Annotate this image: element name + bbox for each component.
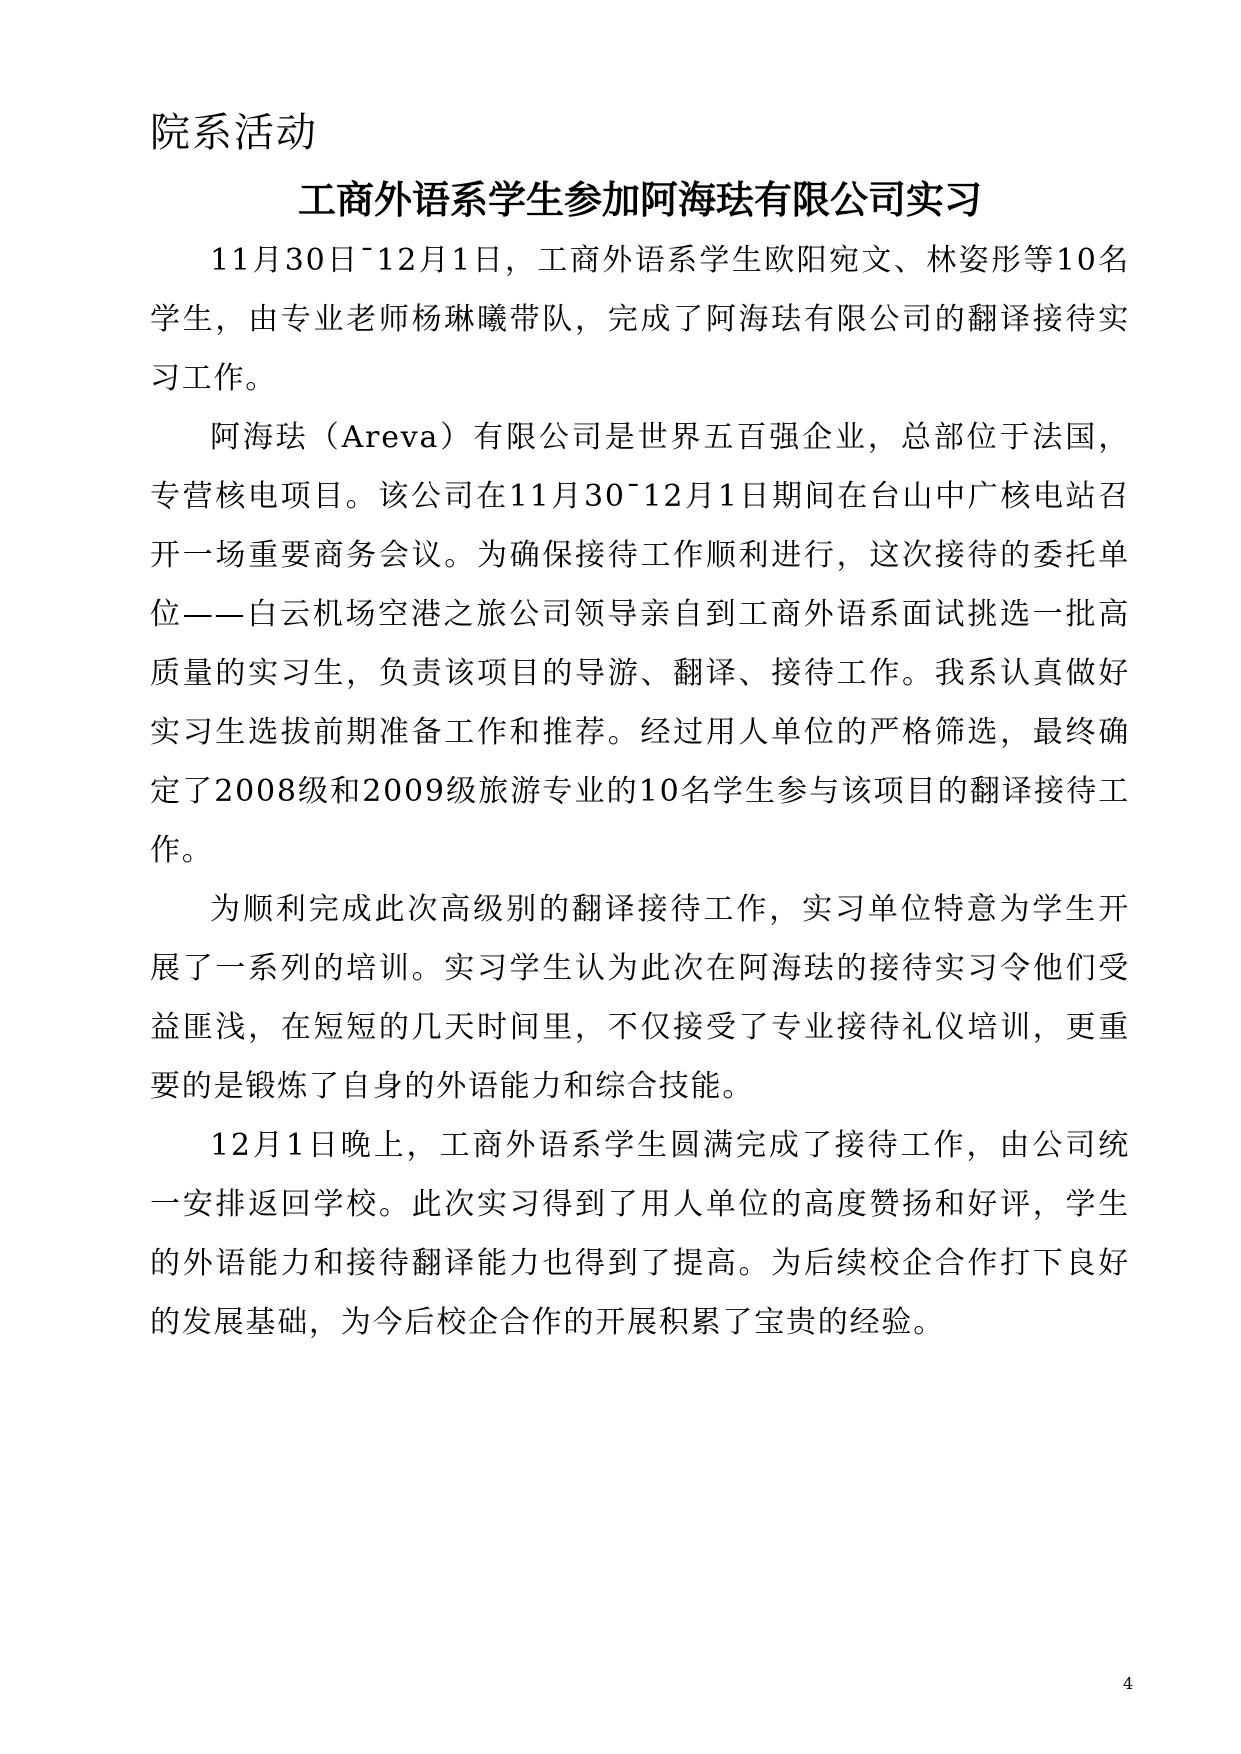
- page-number: 4: [1123, 1674, 1134, 1693]
- article-title: 工商外语系学生参加阿海珐有限公司实习: [297, 177, 982, 222]
- paragraph-3: 为顺利完成此次高级别的翻译接待工作，实习单位特意为学生开展了一系列的培训。实习学生认为此次在阿海珐的接待实习令他们受益匪浅，在短短的几天时间里，不仅接受了专业接待礼仪培训，更重要的是锻炼了自身的外语能力和综合技能。: [150, 892, 1130, 1104]
- section-heading: 院系活动: [150, 110, 318, 156]
- paragraph-1: 11月30日¯12月1日，工商外语系学生欧阳宛文、林姿彤等10名学生，由专业老师杨琳曦带队，完成了阿海珐有限公司的翻译接待实习工作。: [150, 243, 1130, 396]
- paragraph-2: 阿海珐（Areva）有限公司是世界五百强企业，总部位于法国，专营核电项目。该公司在11月30¯12月1日期间在台山中广核电站召开一场重要商务会议。为确保接待工作顺利进行，这次接待的委托单位——白云机场空港之旅公司领导亲自到工商外语系面试挑选一批高质量的实习生，负责该项目的导游、翻译、接待工作。我系认真做好实习生选拔前期准备工作和推荐。经过用人单位的严格筛选，最终确定了2008级和2009级旅游专业的10名学生参与该项目的翻译接待工作。: [150, 420, 1130, 868]
- article-body: [150, 231, 1130, 1352]
- paragraph-4: 12月1日晚上，工商外语系学生圆满完成了接待工作，由公司统一安排返回学校。此次实习得到了用人单位的高度赞扬和好评，学生的外语能力和接待翻译能力也得到了提高。为后续校企合作打下良好的发展基础，为今后校企合作的开展积累了宝贵的经验。: [150, 1128, 1130, 1340]
